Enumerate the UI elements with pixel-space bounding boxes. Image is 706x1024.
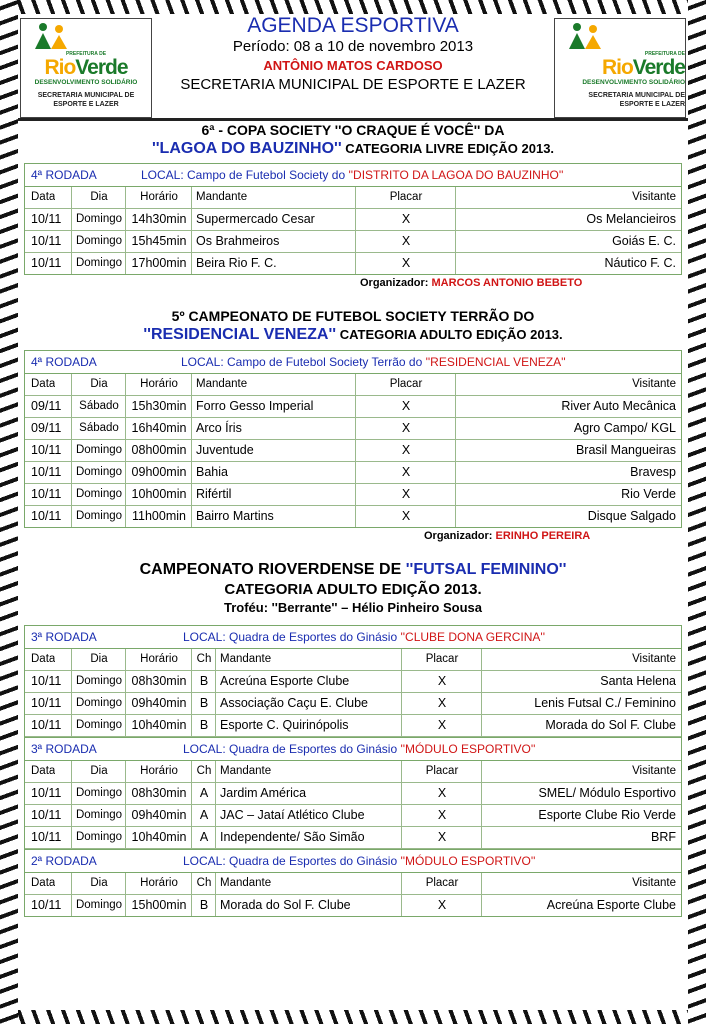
time-cell: 15h00min	[125, 895, 192, 916]
table-row	[25, 484, 681, 506]
score-cell: X	[355, 462, 456, 483]
decorative-border-bottom	[0, 1010, 706, 1024]
rodada-label: 2ª RODADA	[31, 854, 97, 868]
day-cell: Domingo	[71, 506, 126, 527]
score-cell-header: Placar	[401, 873, 482, 894]
page-title: AGENDA ESPORTIVA	[247, 14, 459, 37]
page-header	[18, 14, 688, 118]
day-cell: Sábado	[71, 396, 126, 417]
local-label	[183, 742, 535, 756]
away-team-cell-header: Visitante	[481, 649, 676, 670]
date-cell: 10/11	[31, 696, 62, 710]
away-team-cell: Bravesp	[455, 462, 676, 483]
date-cell: 10/11	[31, 465, 62, 479]
group-cell: A	[191, 827, 216, 848]
section1-table	[24, 163, 682, 275]
score-cell: X	[401, 693, 482, 714]
date-cell: 10/11	[31, 898, 62, 912]
table-header-row: Data Dia Horário Mandante Placar Visitante	[25, 374, 681, 396]
person-name: ANTÔNIO MATOS CARDOSO	[263, 58, 443, 73]
time-cell: 09h40min	[125, 693, 192, 714]
local-prefix: LOCAL: Quadra de Esportes do Ginásio	[183, 742, 401, 756]
day-cell: Domingo	[71, 693, 126, 714]
local-prefix: LOCAL: Quadra de Esportes do Ginásio	[183, 854, 401, 868]
away-team-cell: Acreúna Esporte Clube	[481, 895, 676, 916]
score-cell: X	[355, 440, 456, 461]
group-cell: B	[191, 715, 216, 736]
time-cell: 16h40min	[125, 418, 192, 439]
table-row	[25, 253, 681, 274]
date-cell: 10/11	[31, 830, 62, 844]
home-team-cell: Bahia	[191, 462, 356, 483]
score-cell: X	[355, 253, 456, 274]
date-cell-header: Data	[31, 765, 56, 777]
date-cell: 10/11	[31, 256, 62, 270]
section1-title: 6ª - COPA SOCIETY ''O CRAQUE É VOCÊ'' DA ''LAGOA DO BAUZINHO'' CATEGORIA LIVRE EDIÇÃO 2013.	[151, 122, 555, 157]
away-team-cell: River Auto Mecânica	[455, 396, 676, 417]
score-cell: X	[401, 895, 482, 916]
header-titles	[168, 14, 538, 93]
score-cell: X	[355, 418, 456, 439]
away-team-cell: Brasil Mangueiras	[455, 440, 676, 461]
home-team-cell: JAC – Jataí Atlético Clube	[215, 805, 400, 826]
day-cell: Domingo	[71, 440, 126, 461]
table-row	[25, 895, 681, 916]
group-cell-header: Ch	[191, 761, 216, 782]
header-divider	[18, 118, 688, 121]
home-team-cell: Supermercado Cesar	[191, 209, 356, 230]
day-cell: Domingo	[71, 209, 126, 230]
table-row	[25, 506, 681, 527]
date-cell: 10/11	[31, 808, 62, 822]
group-cell-header: Ch	[191, 649, 216, 670]
rodada-header	[25, 737, 681, 761]
day-cell-header: Dia	[71, 873, 126, 894]
date-cell-header: Data	[31, 877, 56, 889]
home-team-cell: Beira Rio F. C.	[191, 253, 356, 274]
away-team-cell: SMEL/ Módulo Esportivo	[481, 783, 676, 804]
home-team-cell: Morada do Sol F. Clube	[215, 895, 400, 916]
time-cell: 09h00min	[125, 462, 192, 483]
day-cell: Domingo	[71, 827, 126, 848]
away-team-cell: Rio Verde	[455, 484, 676, 505]
section2-organizer: Organizador: ERINHO PEREIRA	[424, 530, 591, 542]
decorative-border-left	[0, 0, 18, 1024]
score-cell: X	[355, 484, 456, 505]
day-cell: Domingo	[71, 484, 126, 505]
logo-brand: RioVerde	[44, 56, 128, 79]
date-cell: 09/11	[31, 421, 62, 435]
away-team-cell-header: Visitante	[481, 873, 676, 894]
table-row	[25, 209, 681, 231]
time-cell: 08h30min	[125, 783, 192, 804]
section2-title: 5º CAMPEONATO DE FUTEBOL SOCIETY TERRÃO DO ''RESIDENCIAL VENEZA'' CATEGORIA ADULTO EDIÇÃO 2013.	[143, 308, 563, 343]
away-team-cell-header: Visitante	[481, 761, 676, 782]
table-header-row	[25, 649, 681, 671]
date-cell: 10/11	[31, 786, 62, 800]
rio-verde-logo-right: PREFEITURA DE RioVerde DESENVOLVIMENTO SOLIDÁRIO SECRETARIA MUNICIPAL DE ESPORTE E LAZER	[554, 18, 686, 118]
home-team-cell-header: Mandante	[215, 649, 400, 670]
group-cell: B	[191, 693, 216, 714]
day-cell: Domingo	[71, 783, 126, 804]
time-cell: 10h00min	[125, 484, 192, 505]
time-cell: 11h00min	[125, 506, 192, 527]
day-cell: Domingo	[71, 671, 126, 692]
section3-table	[24, 625, 682, 917]
time-cell: 08h00min	[125, 440, 192, 461]
score-cell: X	[355, 506, 456, 527]
home-team-cell: Esporte C. Quirinópolis	[215, 715, 400, 736]
home-team-cell-header: Mandante	[215, 873, 400, 894]
away-team-cell: Lenis Futsal C./ Feminino	[481, 693, 676, 714]
table-row	[25, 440, 681, 462]
home-team-cell: Bairro Martins	[191, 506, 356, 527]
section3-title: CAMPEONATO RIOVERDENSE DE ''FUTSAL FEMININO'' CATEGORIA ADULTO EDIÇÃO 2013. Troféu: ''Berrante'' – Hélio Pinheiro Sousa	[139, 561, 567, 615]
day-cell: Domingo	[71, 805, 126, 826]
local-prefix: LOCAL: Quadra de Esportes do Ginásio	[183, 630, 401, 644]
local-place: ''MÓDULO ESPORTIVO''	[400, 742, 536, 756]
decorative-border-right	[688, 0, 706, 1024]
date-cell: 10/11	[31, 718, 62, 732]
group-cell: B	[191, 895, 216, 916]
time-cell: 09h40min	[125, 805, 192, 826]
time-cell: 15h30min	[125, 396, 192, 417]
away-team-cell: Náutico F. C.	[455, 253, 676, 274]
table-row	[25, 462, 681, 484]
away-team-cell: Morada do Sol F. Clube	[481, 715, 676, 736]
date-cell: 09/11	[31, 399, 62, 413]
date-cell: 10/11	[31, 509, 62, 523]
local-label	[183, 630, 545, 644]
table-row	[25, 805, 681, 827]
time-cell: 17h00min	[125, 253, 192, 274]
time-cell: 10h40min	[125, 827, 192, 848]
group-cell: B	[191, 671, 216, 692]
home-team-cell: Rifértil	[191, 484, 356, 505]
date-cell: 10/11	[31, 674, 62, 688]
time-cell-header: Horário	[125, 873, 192, 894]
away-team-cell: BRF	[481, 827, 676, 848]
day-cell-header: Dia	[71, 649, 126, 670]
away-team-cell: Os Melancieiros	[455, 209, 676, 230]
secretariat-name: SECRETARIA MUNICIPAL DE ESPORTE E LAZER	[180, 76, 526, 93]
time-cell: 14h30min	[125, 209, 192, 230]
day-cell: Domingo	[71, 253, 126, 274]
home-team-cell: Associação Caçu E. Clube	[215, 693, 400, 714]
table-row	[25, 715, 681, 737]
local-label	[183, 854, 535, 868]
rodada-header: 4ª RODADA LOCAL: Campo de Futebol Society do ''DISTRITO DA LAGOA DO BAUZINHO''	[25, 164, 681, 187]
table-row	[25, 418, 681, 440]
score-cell-header: Placar	[401, 761, 482, 782]
rodada-header	[25, 849, 681, 873]
away-team-cell: Santa Helena	[481, 671, 676, 692]
away-team-cell: Disque Salgado	[455, 506, 676, 527]
day-cell: Domingo	[71, 895, 126, 916]
table-row	[25, 783, 681, 805]
date-cell: 10/11	[31, 487, 62, 501]
rodada-header	[25, 626, 681, 649]
logo-brand: RioVerde	[601, 56, 685, 79]
time-cell: 08h30min	[125, 671, 192, 692]
score-cell: X	[401, 805, 482, 826]
local-place: ''MÓDULO ESPORTIVO''	[400, 854, 536, 868]
date-cell: 10/11	[31, 212, 62, 226]
home-team-cell: Independente/ São Simão	[215, 827, 400, 848]
table-row	[25, 671, 681, 693]
score-cell: X	[401, 783, 482, 804]
table-row	[25, 827, 681, 849]
section1-organizer: Organizador: MARCOS ANTONIO BEBETO	[360, 277, 583, 289]
home-team-cell-header: Mandante	[215, 761, 400, 782]
time-cell: 15h45min	[125, 231, 192, 252]
day-cell: Domingo	[71, 462, 126, 483]
time-cell-header: Horário	[125, 649, 192, 670]
day-cell: Domingo	[71, 231, 126, 252]
score-cell: X	[401, 671, 482, 692]
score-cell-header: Placar	[401, 649, 482, 670]
home-team-cell: Arco Íris	[191, 418, 356, 439]
home-team-cell: Juventude	[191, 440, 356, 461]
date-cell: 10/11	[31, 234, 62, 248]
score-cell: X	[401, 715, 482, 736]
home-team-cell: Os Brahmeiros	[191, 231, 356, 252]
table-header-row	[25, 873, 681, 895]
date-cell: 10/11	[31, 443, 62, 457]
rodada-label: 3ª RODADA	[31, 630, 97, 644]
table-header-row	[25, 761, 681, 783]
home-team-cell: Jardim América	[215, 783, 400, 804]
score-cell: X	[355, 209, 456, 230]
time-cell-header: Horário	[125, 761, 192, 782]
away-team-cell: Agro Campo/ KGL	[455, 418, 676, 439]
table-row	[25, 396, 681, 418]
away-team-cell: Esporte Clube Rio Verde	[481, 805, 676, 826]
group-cell: A	[191, 805, 216, 826]
day-cell-header: Dia	[71, 761, 126, 782]
local-place: ''CLUBE DONA GERCINA''	[400, 630, 545, 644]
rodada-header: 4ª RODADA LOCAL: Campo de Futebol Society Terrão do ''RESIDENCIAL VENEZA''	[25, 351, 681, 374]
day-cell: Domingo	[71, 715, 126, 736]
period-text: Período: 08 a 10 de novembro 2013	[232, 38, 474, 55]
score-cell: X	[401, 827, 482, 848]
group-cell: A	[191, 783, 216, 804]
people-icon	[555, 21, 615, 51]
rodada-label: 3ª RODADA	[31, 742, 97, 756]
rio-verde-logo-left: PREFEITURA DE RioVerde DESENVOLVIMENTO SOLIDÁRIO SECRETARIA MUNICIPAL DE ESPORTE E LAZER	[20, 18, 152, 118]
date-cell-header: Data	[31, 653, 56, 665]
score-cell: X	[355, 231, 456, 252]
table-row	[25, 231, 681, 253]
home-team-cell: Forro Gesso Imperial	[191, 396, 356, 417]
home-team-cell: Acreúna Esporte Clube	[215, 671, 400, 692]
score-cell: X	[355, 396, 456, 417]
people-icon	[21, 21, 81, 51]
section2-table	[24, 350, 682, 528]
time-cell: 10h40min	[125, 715, 192, 736]
day-cell: Sábado	[71, 418, 126, 439]
table-row	[25, 693, 681, 715]
table-header-row: Data Dia Horário Mandante Placar Visitante	[25, 187, 681, 209]
decorative-border-top	[0, 0, 706, 14]
group-cell-header: Ch	[191, 873, 216, 894]
away-team-cell: Goiás E. C.	[455, 231, 676, 252]
